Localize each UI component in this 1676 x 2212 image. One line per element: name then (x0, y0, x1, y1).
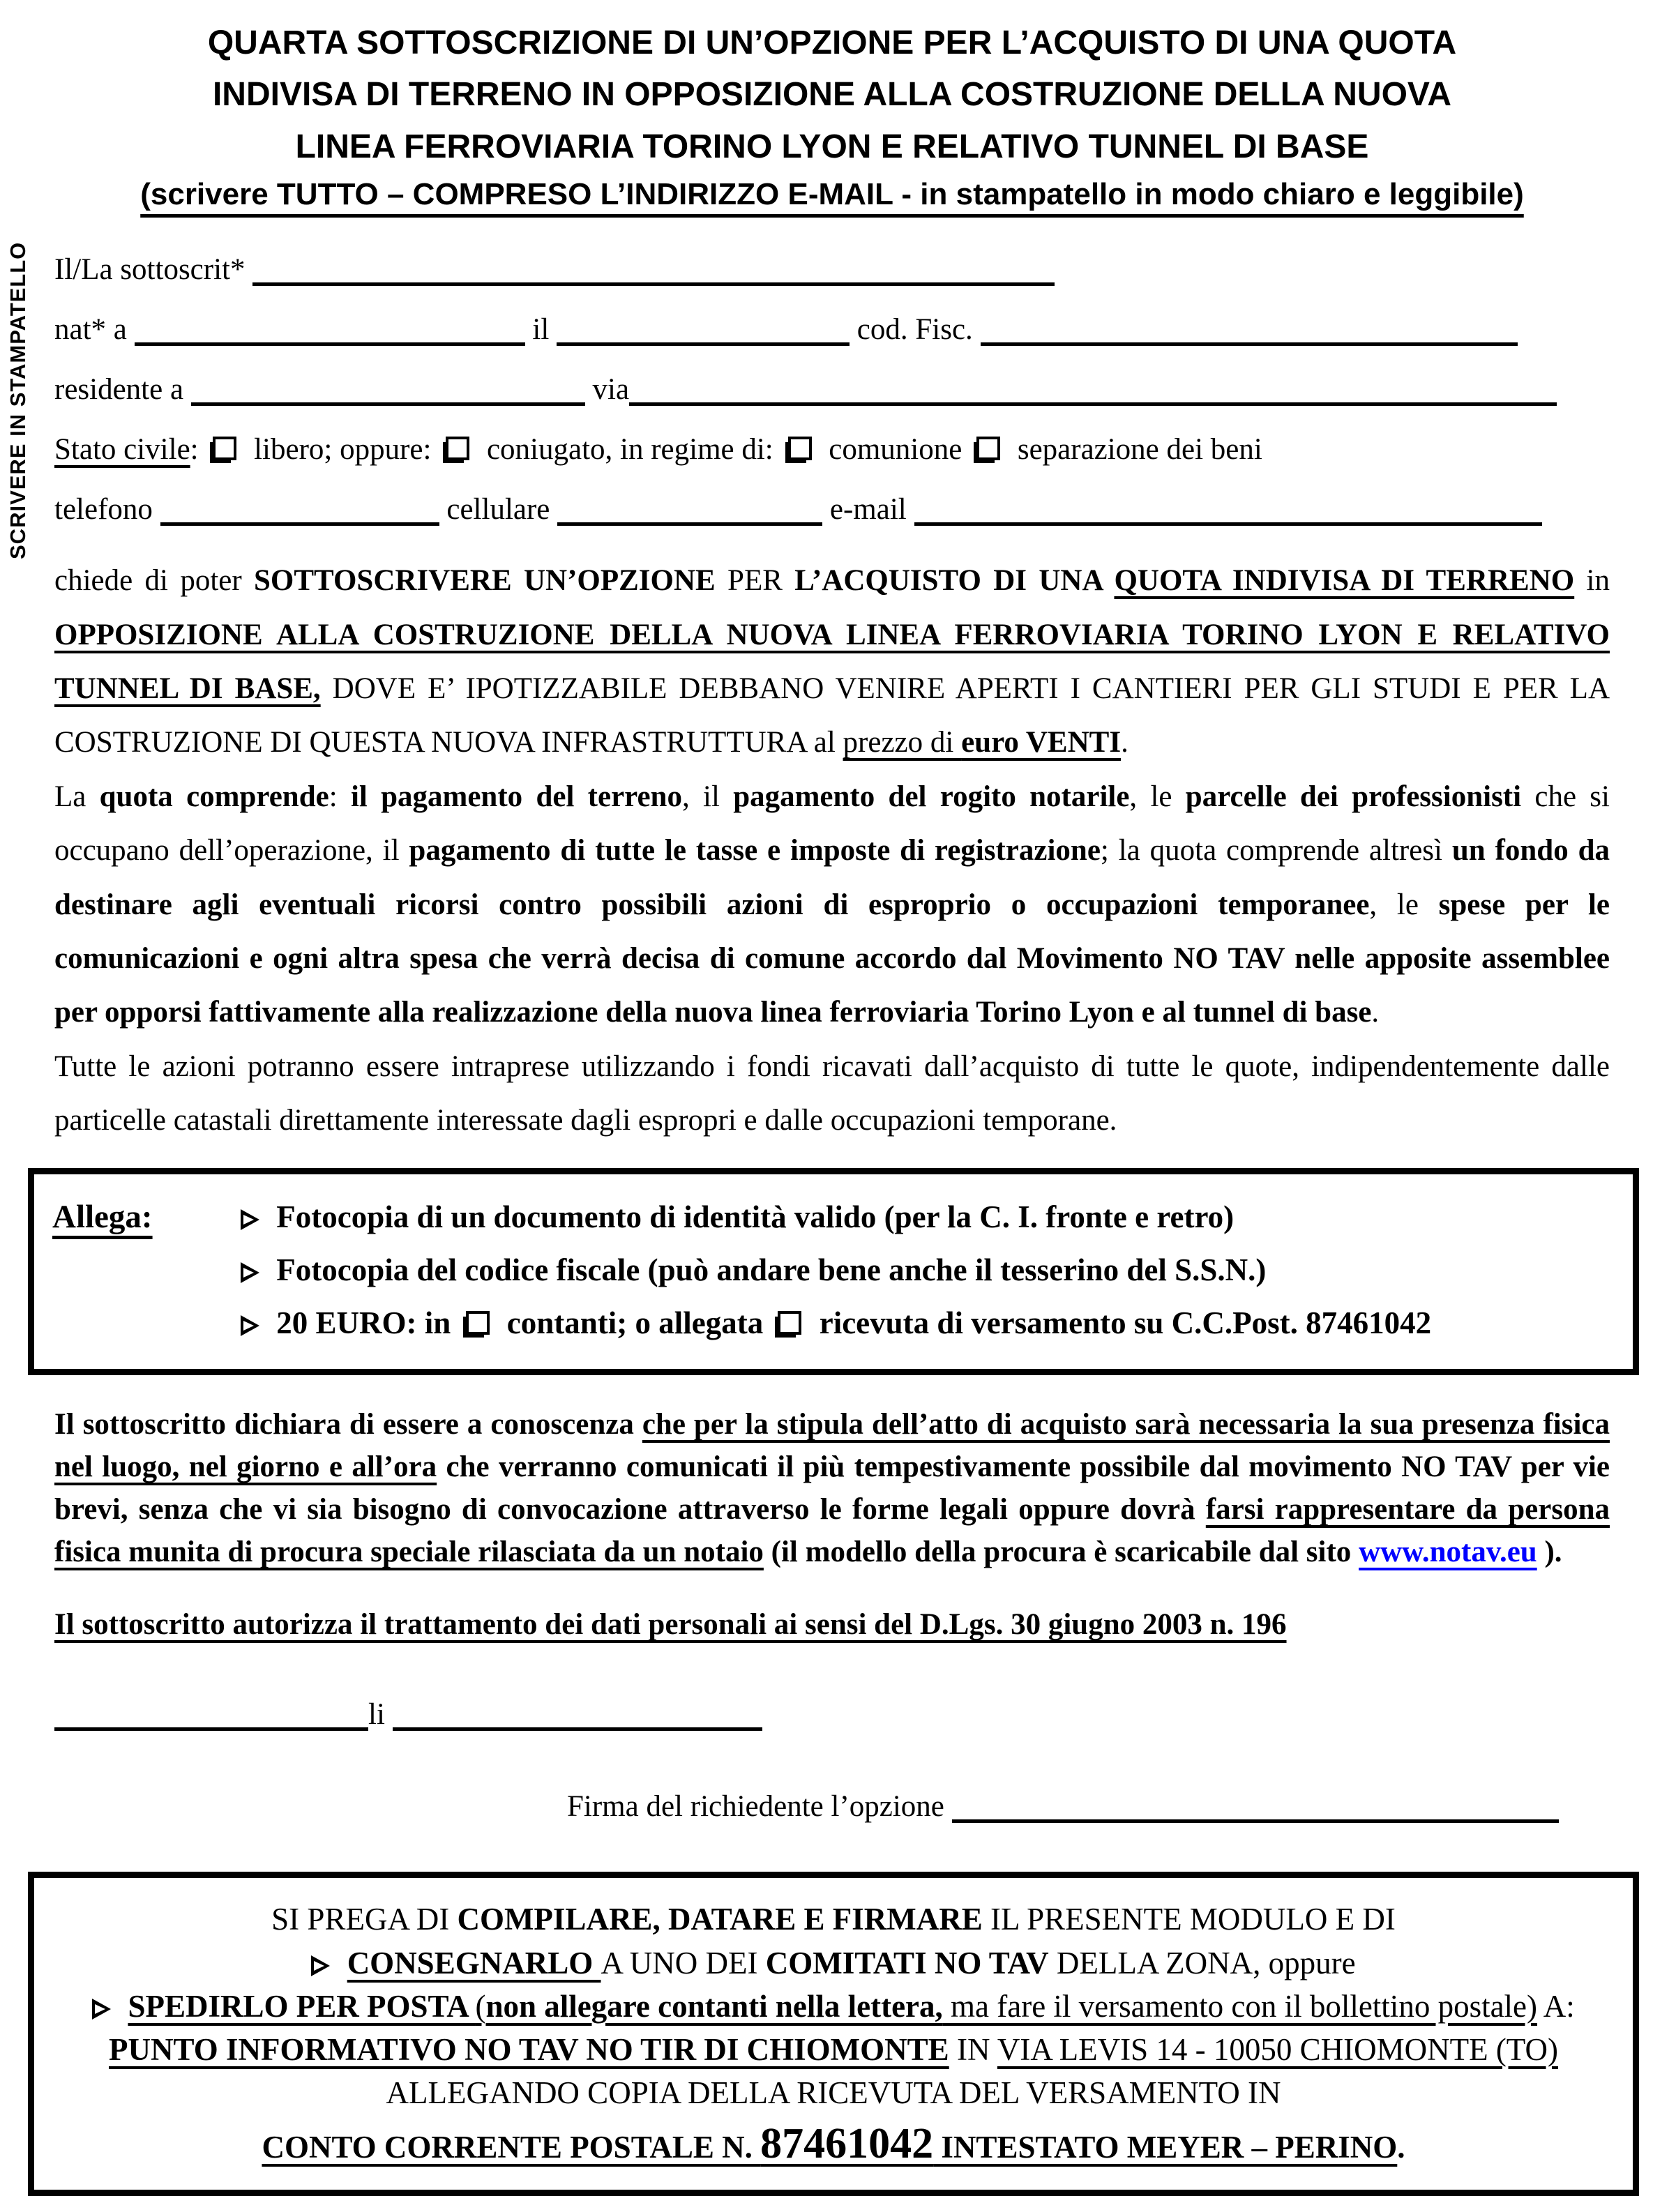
input-line-telefono[interactable] (160, 499, 439, 526)
text-run: spese per le comunicazioni e ogni altra spesa che verrà decisa di comune accordo dal Movimento NO TAV nelle apposite assemblee per opporsi fattivamente alla realizzazione della nuova linea ferroviaria Torino Lyon e al tunnel di base (54, 888, 1610, 1029)
declaration-paragraph (54, 1403, 1610, 1573)
text-run: prezzo di (843, 726, 962, 759)
label-separazione-beni: separazione dei beni (1010, 433, 1262, 467)
title-line-2: INDIVISA DI TERRENO IN OPPOSIZIONE ALLA COSTRUZIONE DELLA NUOVA (212, 76, 1452, 114)
checkbox-separazione[interactable] (976, 437, 1000, 460)
notav-link[interactable]: www.notav.eu (1359, 1536, 1537, 1569)
text-run: IL PRESENTE MODULO E DI (982, 1902, 1396, 1937)
attachment-item-codice-fiscale (241, 1244, 1615, 1297)
text-run: OPPOSIZIONE ALLA COSTRUZIONE DELLA NUOVA LINEA FERROVIARIA TORINO LYON E RELATIVO TUNNEL DI BASE, (54, 618, 1610, 705)
label-firma: Firma del richiedente l’opzione (567, 1790, 952, 1824)
text-run: Fotocopia del codice fiscale (può andare bene anche il tesserino del S.S.N.) (269, 1252, 1267, 1288)
text-run: . (1397, 2129, 1405, 2165)
text-run: ALLEGANDO COPIA DELLA RICEVUTA DEL VERSAMENTO IN (386, 2075, 1281, 2110)
text-run: IN (949, 2031, 997, 2067)
checkbox-comunione[interactable] (788, 437, 812, 460)
form-row-residenza (54, 360, 1610, 420)
checkbox-contanti[interactable] (466, 1311, 490, 1335)
text-run: che verranno comunicati il più tempestivamente possibile dal movimento NO TAV per vie brevi, senza che vi sia bisogno di convocazione attraverso le forme legali oppure dovrà (54, 1450, 1610, 1527)
text-run: 20 EURO: in (269, 1305, 459, 1340)
text-run: ( (475, 1988, 486, 2024)
text-run: Il sottoscritto dichiara di essere a conoscenza (54, 1408, 642, 1441)
text-run: SPEDIRLO PER POSTA (128, 1988, 476, 2024)
title-line-1: QUARTA SOTTOSCRIZIONE DI UN’OPZIONE PER L’ACQUISTO DI UNA QUOTA (207, 24, 1457, 61)
text-run: A UNO DEI (601, 1945, 766, 1980)
label-nato-a: nat* a (54, 313, 135, 347)
text-run: in (1574, 564, 1610, 598)
text-run: CONSEGNARLO (347, 1945, 601, 1980)
text-run: : (329, 780, 351, 813)
text-run: ricevuta di versamento su C.C.Post. 87461042 (811, 1305, 1432, 1340)
label-stato-civile: Stato civile (54, 433, 190, 467)
text-run: . (1371, 996, 1380, 1029)
text-run: 87461042 (760, 2119, 934, 2167)
attachments-list (241, 1191, 1615, 1349)
text-run: Fotocopia di un documento di identità valido (per la C. I. fronte e retro) (269, 1199, 1235, 1235)
text-run: A: (1537, 1988, 1575, 2024)
signature-row (54, 1780, 1610, 1833)
text-run: VIA LEVIS 14 - 10050 CHIOMONTE (TO) (997, 2031, 1558, 2067)
arrow-bullet-icon (92, 1999, 113, 2020)
text-run: La (54, 780, 100, 813)
checkbox-coniugato[interactable] (446, 437, 469, 460)
text-run: COMPILARE, DATARE E FIRMARE (457, 1902, 983, 1937)
arrow-bullet-icon (241, 1315, 262, 1336)
text-run: PER (727, 564, 795, 598)
text-run (120, 1989, 128, 2024)
input-line-codice-fiscale[interactable] (981, 319, 1518, 346)
label-residente-a: residente a (54, 373, 191, 407)
place-date-row (54, 1688, 1610, 1741)
text-run: chiede di poter (54, 564, 255, 598)
input-line-nome-cognome[interactable] (252, 259, 1055, 286)
label-codice-fiscale: cod. Fisc. (850, 313, 981, 347)
form-row-contatti (54, 480, 1610, 540)
attachments-box (28, 1168, 1639, 1375)
input-line-cellulare[interactable] (557, 499, 822, 526)
text-run: COMITATI NO TAV (765, 1945, 1049, 1980)
actions-paragraph (54, 1040, 1610, 1148)
attachments-label: Allega: (52, 1199, 153, 1236)
title-block (54, 17, 1610, 212)
text-run: QUOTA INDIVISA DI TERRENO (1114, 564, 1575, 598)
subtitle-instruction: (scrivere TUTTO – COMPRESO L’INDIRIZZO E-MAIL - in stampatello in modo chiaro e leggibile) (140, 177, 1524, 212)
text-run: quota comprende (99, 780, 329, 813)
checkbox-libero[interactable] (213, 437, 236, 460)
text-run: pagamento del rogito notarile (733, 780, 1130, 813)
checkbox-ricevuta[interactable] (778, 1311, 801, 1335)
form-row-sottoscritto (54, 240, 1610, 300)
text-run: . (1121, 726, 1128, 759)
text-run: Il sottoscritto autorizza il trattamento dei dati personali ai sensi del D.Lgs. 30 giugno 2003 n. 196 (54, 1608, 1287, 1642)
arrow-bullet-icon (311, 1955, 332, 1976)
text-run: : (190, 433, 206, 467)
arrow-bullet-icon (241, 1209, 262, 1230)
label-via: via (584, 373, 630, 407)
text-run: ). (1537, 1536, 1562, 1569)
label-telefono: telefono (54, 493, 160, 527)
input-line-via[interactable] (629, 379, 1557, 406)
text-run: L’ACQUISTO DI UNA (794, 564, 1115, 598)
form-row-stato-civile (54, 420, 1610, 480)
vertical-note: SCRIVERE IN STAMPATELLO (6, 241, 30, 559)
text-run (339, 1946, 347, 1980)
quota-description-paragraph (54, 770, 1610, 1040)
label-email: e-mail (822, 493, 914, 527)
text-run: , il (681, 780, 734, 813)
text-run: (il modello della procura è scaricabile dal sito (763, 1536, 1359, 1569)
text-run: che per la stipula dell’atto di acquisto sarà necessaria la sua presenza fisica nel luogo, nel giorno e all’ora (54, 1408, 1610, 1484)
text-run: euro VENTI (961, 726, 1122, 759)
text-run: contanti; o allegata (499, 1305, 771, 1340)
text-run: il pagamento del terreno (350, 780, 682, 813)
input-line-firma[interactable] (952, 1796, 1559, 1823)
text-run: SOTTOSCRIVERE UN’OPZIONE (254, 564, 728, 598)
form-row-nascita (54, 300, 1610, 360)
label-il: il (524, 313, 557, 347)
text-run: SI PREGA DI (271, 1902, 458, 1937)
title-line-3: LINEA FERROVIARIA TORINO LYON E RELATIVO TUNNEL DI BASE (295, 128, 1369, 165)
text-run: che si occupano dell’operazione, il (54, 780, 1610, 868)
label-cellulare: cellulare (439, 493, 558, 527)
label-libero: libero; oppure: (246, 433, 439, 467)
label-comunione: comunione (821, 433, 970, 467)
text-run: farsi rappresentare da persona fisica munita di procura speciale rilasciata da un notaio (54, 1493, 1610, 1569)
request-paragraph (54, 554, 1610, 770)
arrow-bullet-icon (241, 1262, 262, 1283)
input-line-email[interactable] (914, 499, 1542, 526)
text-run: pagamento di tutte le tasse e imposte di registrazione (409, 834, 1101, 868)
text-run: Tutte le azioni potranno essere intraprese utilizzando i fondi ricavati dall’acquisto di tutte le quote, indipendentemente dalle particelle catastali direttamente interessate dagli espropri e dalle occupazioni temporane. (54, 1050, 1610, 1137)
input-line-luogo-nascita[interactable] (135, 319, 525, 346)
text-run: non allegare contanti nella lettera, (485, 1988, 943, 2024)
text-run: ma fare il versamento con il bollettino postale) (942, 1988, 1538, 2024)
text-run: , le (1369, 888, 1439, 921)
input-line-data-nascita[interactable] (557, 319, 850, 346)
label-sottoscritto: Il/La sottoscrit* (54, 253, 253, 287)
text-run: , le (1129, 780, 1186, 813)
instructions-box (28, 1872, 1639, 2195)
attachment-item-documento (241, 1191, 1615, 1244)
input-line-residenza[interactable] (191, 379, 585, 406)
input-line-data-compilazione[interactable] (393, 1704, 762, 1731)
label-li: li (368, 1698, 393, 1732)
text-run: parcelle dei professionisti (1185, 780, 1522, 813)
text-run: INTESTATO MEYER – PERINO (933, 2129, 1398, 2165)
attachment-item-20-euro (241, 1297, 1615, 1350)
label-coniugato: coniugato, in regime di: (479, 433, 781, 467)
privacy-consent-line (54, 1603, 1610, 1646)
text-run: ; la quota comprende altresì (1100, 834, 1452, 868)
personal-data-section (54, 240, 1610, 540)
text-run: PUNTO INFORMATIVO NO TAV NO TIR DI CHIOMONTE (109, 2031, 949, 2067)
text-run: un fondo da destinare agli eventuali ricorsi contro possibili azioni di esproprio o occupazioni temporanee (54, 834, 1610, 921)
input-line-luogo-compilazione[interactable] (54, 1704, 368, 1731)
text-run: DOVE E’ IPOTIZZABILE DEBBANO VENIRE APERTI I CANTIERI PER GLI STUDI E PER LA COSTRUZIONE DI QUESTA NUOVA INFRASTRUTTURA al (54, 672, 1610, 759)
text-run: CONTO CORRENTE POSTALE N. (262, 2129, 761, 2165)
text-run: DELLA ZONA, oppure (1048, 1945, 1356, 1980)
